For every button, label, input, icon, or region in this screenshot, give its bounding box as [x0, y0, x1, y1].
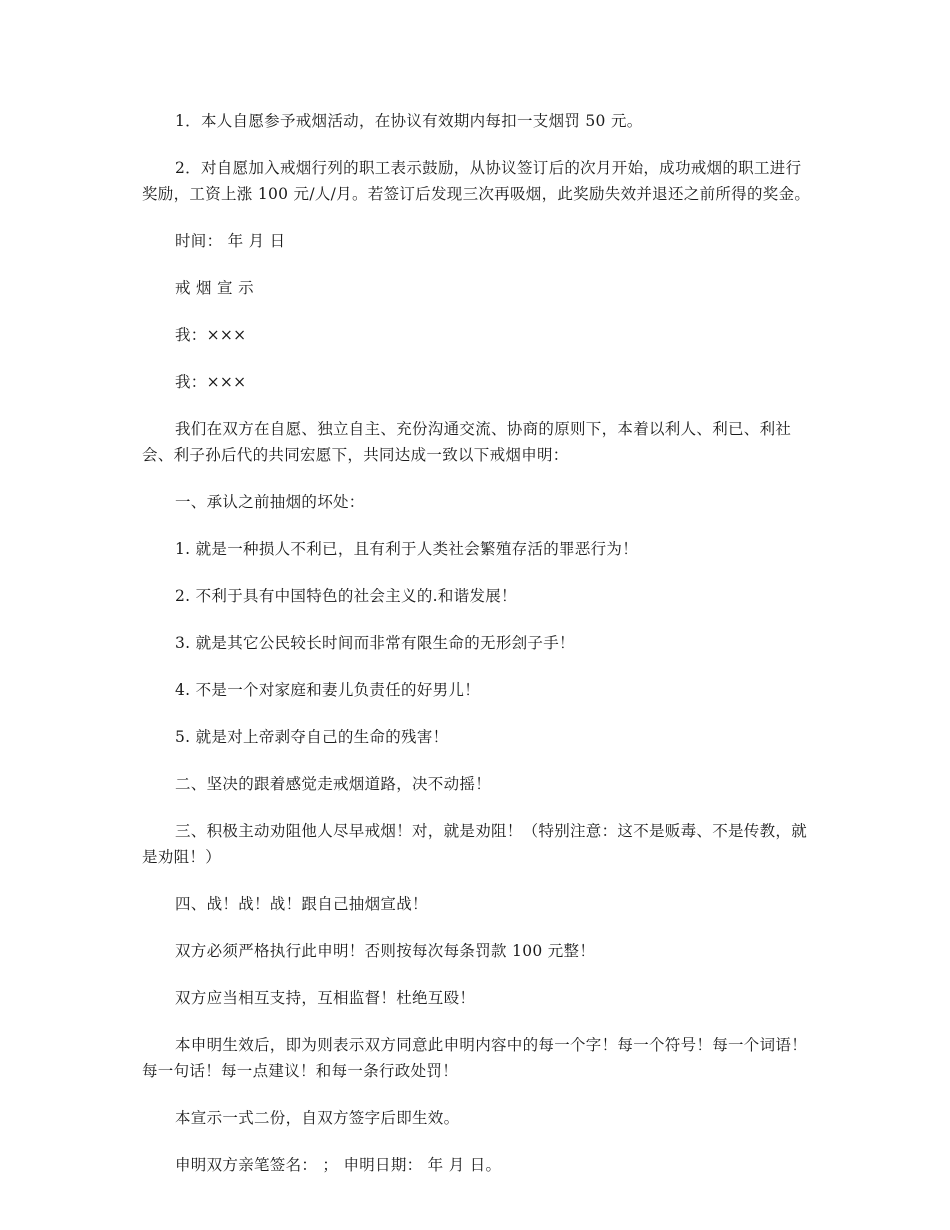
list-item: 4. 不是一个对家庭和妻儿负责任的好男儿！	[175, 681, 481, 699]
clause-reward: 2．对自愿加入戒烟行列的职工表示鼓励，从协议签订后的次月开始，成功戒烟的职工进行奖励，工资上涨 100 元/人/月。若签订后发现三次再吸烟，此奖励失效并退还之前所得的奖金。	[142, 159, 811, 203]
clause-penalty: 1．本人自愿参予戒烟活动，在协议有效期内每扣一支烟罚 50 元。	[175, 112, 643, 130]
heading-three: 三、积极主动劝阻他人尽早戒烟！对，就是劝阻！（特别注意：这不是贩毒、不是传教，就是劝阻！）	[142, 822, 808, 866]
list-item: 1. 就是一种损人不利已，且有利于人类社会繁殖存活的罪恶行为！	[175, 540, 639, 558]
section-title: 戒 烟 宣 示	[175, 279, 254, 297]
list-item: 5. 就是对上帝剥夺自己的生命的残害！	[175, 728, 449, 746]
effect-line: 本申明生效后，即为则表示双方同意此申明内容中的每一个字！每一个符号！每一个词语！每一句话！每一点建议！和每一条行政处罚！	[142, 1036, 808, 1080]
preamble: 我们在双方在自愿、独立自主、充份沟通交流、协商的原则下，本着以利人、利已、利社会、利子孙后代的共同宏愿下，共同达成一致以下戒烟申明：	[142, 420, 792, 464]
party-line-2: 我：×××	[175, 373, 247, 391]
date-line: 时间： 年 月 日	[175, 232, 286, 250]
document-body	[142, 108, 812, 1199]
support-line: 双方应当相互支持，互相监督！杜绝互殴！	[175, 989, 476, 1007]
list-item: 3. 就是其它公民较长时间而非常有限生命的无形刽子手！	[175, 634, 575, 652]
heading-four: 四、战！战！战！跟自己抽烟宣战！	[175, 895, 428, 913]
enforcement-line: 双方必须严格执行此申明！否则按每次每条罚款 100 元整！	[175, 942, 596, 960]
list-item: 2. 不利于具有中国特色的社会主义的.和谐发展！	[175, 587, 517, 605]
heading-two: 二、坚决的跟着感觉走戒烟道路，决不动摇！	[175, 775, 492, 793]
heading-one: 一、承认之前抽烟的坏处：	[175, 493, 365, 511]
signature-line: 申明双方亲笔签名： ； 申明日期： 年 月 日。	[175, 1156, 502, 1174]
party-line-1: 我：×××	[175, 326, 247, 344]
copies-line: 本宣示一式二份，自双方签字后即生效。	[175, 1109, 460, 1127]
